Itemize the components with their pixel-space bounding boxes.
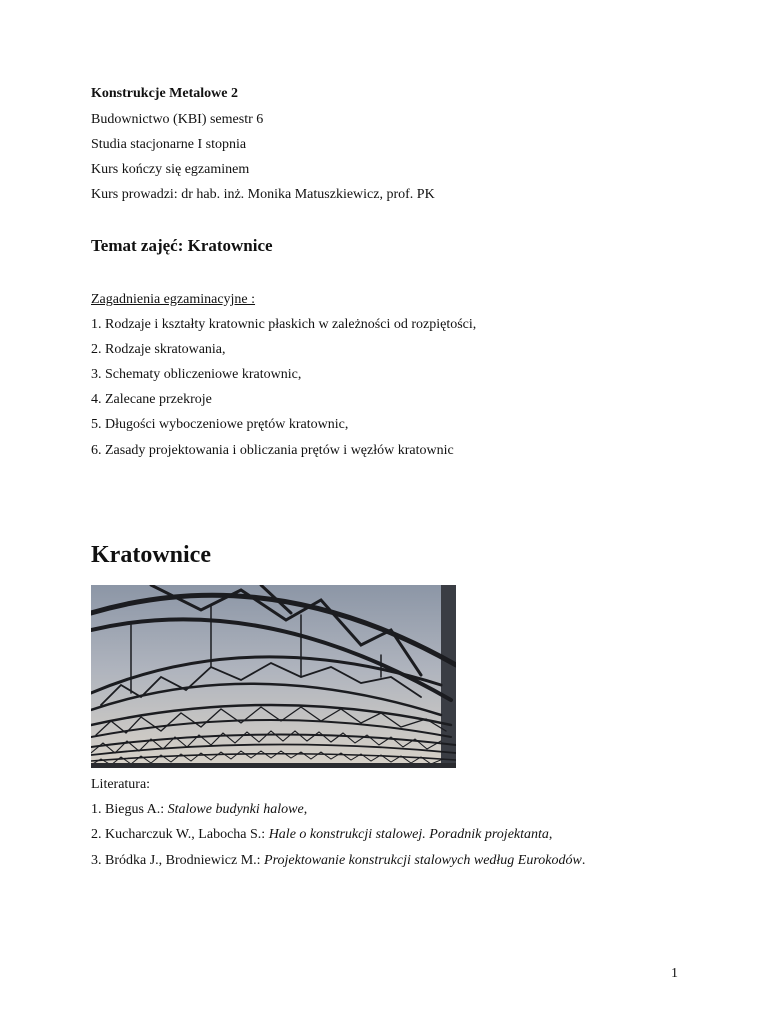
literature-title: Stalowe budynki halowe: [167, 802, 304, 817]
literature-item: [91, 852, 585, 870]
program-line: Budownictwo (KBI) semestr 6: [91, 112, 264, 127]
exam-issue-item: 2. Rodzaje skratowania,: [91, 342, 226, 357]
exam-issue-item: 4. Zalecane przekroje: [91, 392, 212, 407]
topic-title: Temat zajęć: Kratownice: [91, 236, 273, 255]
exam-issue-item: 1. Rodzaje i kształty kratownic płaskich w zależności od rozpiętości,: [91, 317, 477, 332]
page-number: 1: [671, 966, 678, 981]
exam-issues-label: Zagadnienia egzaminacyjne :: [91, 292, 256, 307]
exam-issue-item: 5. Długości wyboczeniowe prętów kratownic,: [91, 417, 349, 432]
section-heading: Kratownice: [91, 542, 211, 568]
literature-item: [91, 826, 552, 844]
course-title: Konstrukcje Metalowe 2: [91, 86, 238, 101]
lecturer-line: Kurs prowadzi: dr hab. inż. Monika Matuszkiewicz, prof. PK: [91, 187, 435, 202]
truss-photo: [91, 585, 456, 768]
literature-punct: ,: [303, 802, 308, 817]
literature-author: 3. Bródka J., Brodniewicz M.:: [91, 853, 265, 868]
literature-title: Projektowanie konstrukcji stalowych według Eurokodów: [264, 853, 582, 868]
exam-issue-item: 6. Zasady projektowania i obliczania prętów i węzłów kratownic: [91, 443, 454, 458]
exam-issue-item: 3. Schematy obliczeniowe kratownic,: [91, 367, 302, 382]
literature-label: Literatura:: [91, 777, 151, 792]
literature-punct: .: [581, 853, 586, 868]
literature-punct: ,: [548, 827, 553, 842]
study-mode-line: Studia stacjonarne I stopnia: [91, 137, 247, 152]
literature-author: 1. Biegus A.:: [91, 802, 168, 817]
literature-author: 2. Kucharczuk W., Labocha S.:: [91, 827, 269, 842]
literature-title: Hale o konstrukcji stalowej. Poradnik projektanta: [268, 827, 549, 842]
exam-note-line: Kurs kończy się egzaminem: [91, 162, 250, 177]
literature-item: [91, 801, 307, 819]
